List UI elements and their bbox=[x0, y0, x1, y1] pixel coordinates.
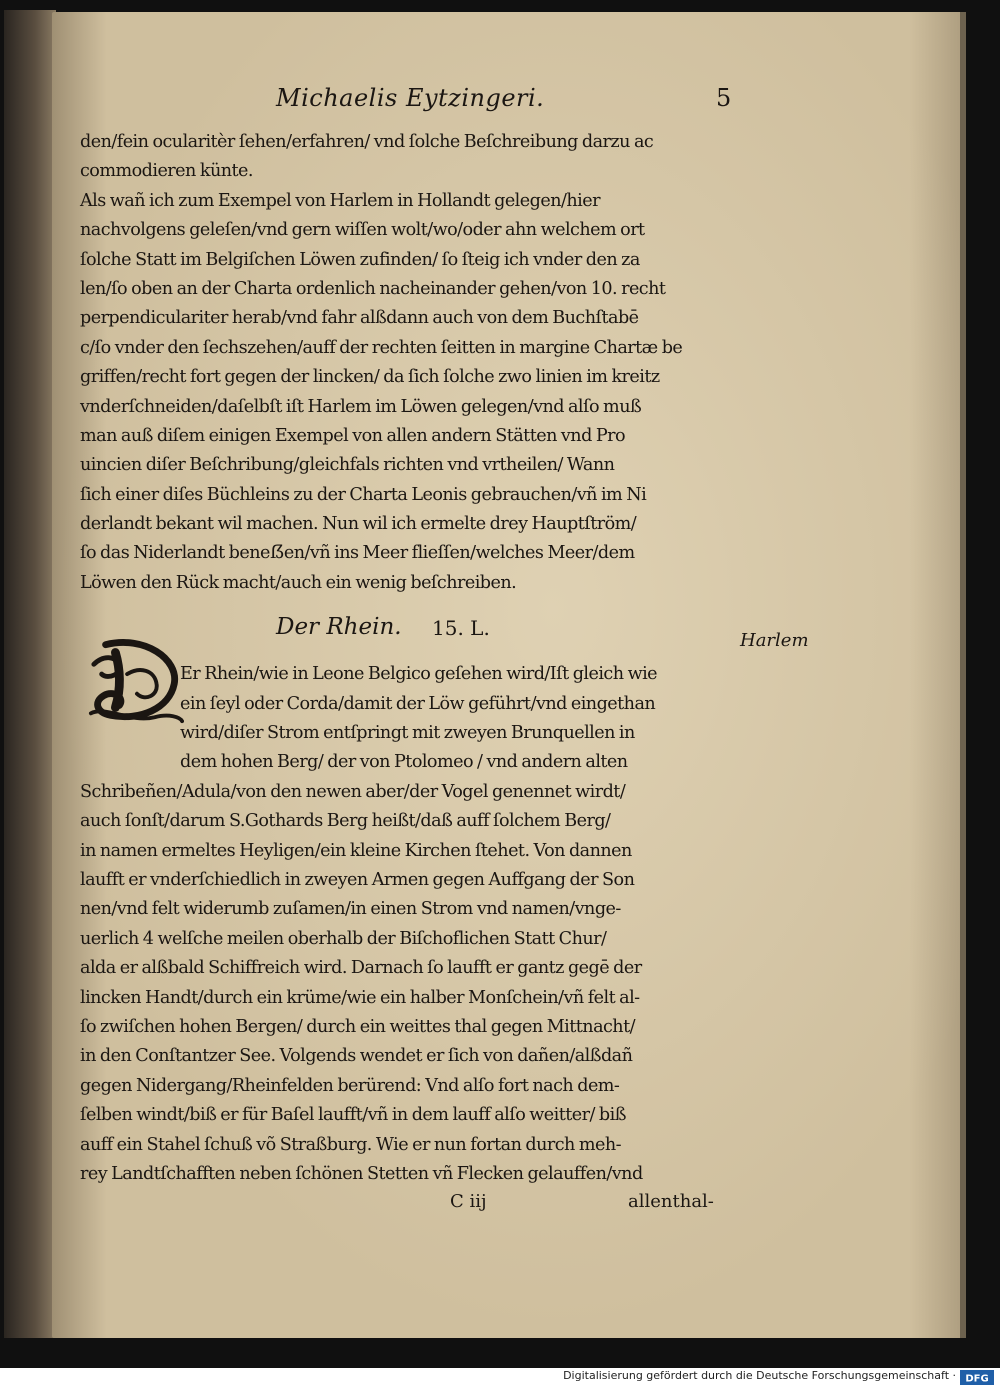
decorated-initial-d-icon bbox=[86, 634, 184, 724]
text-line: gegen Nidergang/Rheinfelden berürend: Vnd alſo fort nach dem- bbox=[80, 1075, 620, 1096]
text-line: ſo zwiſchen hohen Bergen/ durch ein weittes thal gegen Mittnacht/ bbox=[80, 1016, 635, 1037]
text-line: ſelben windt/biß er für Baſel laufft/vñ in dem lauff alſo weitter/ biß bbox=[80, 1105, 626, 1126]
text-line: nen/vnd felt widerumb zuſamen/in einen Strom vnd namen/vnge- bbox=[80, 899, 621, 920]
page-gutter-shadow bbox=[4, 10, 56, 1338]
text-line: vnderſchneiden/daſelbſt iſt Harlem im Löwen gelegen/vnd alſo muß bbox=[80, 396, 642, 417]
text-line: ein ſeyl oder Corda/damit der Löw geführt/vnd eingethan bbox=[180, 693, 656, 714]
text-line: in den Conſtantzer See. Volgends wendet er ſich von dañen/alßdañ bbox=[80, 1046, 633, 1067]
text-line: uincien diſer Beſchribung/gleichfals richten vnd vrtheilen/ Wann bbox=[80, 455, 615, 476]
text-line: den/fein ocularitèr ſehen/erfahren/ vnd ſolche Beſchreibung darzu ac bbox=[80, 132, 654, 152]
text-line: griffen/recht fort gegen der lincken/ da ſich ſolche zwo linien im kreitz bbox=[80, 367, 660, 388]
marginal-note: Harlem bbox=[740, 630, 809, 651]
text-line: Er Rhein/wie in Leone Belgico geſehen wird/Iſt gleich wie bbox=[180, 664, 658, 685]
signature-mark: C iij bbox=[450, 1191, 487, 1213]
page-number: 5 bbox=[716, 84, 732, 112]
digitization-credit: Digitalisierung gefördert durch die Deutsche Forschungsgemeinschaft · bbox=[563, 1369, 956, 1382]
text-line: Löwen den Rück macht/auch ein wenig beſchreiben. bbox=[80, 572, 517, 593]
text-line: dem hohen Berg/ der von Ptolomeo / vnd andern alten bbox=[180, 752, 628, 773]
text-line: Als wañ ich zum Exempel von Harlem in Hollandt gelegen/hier bbox=[80, 190, 600, 211]
running-title: Michaelis Eytzingeri. bbox=[276, 84, 545, 112]
text-line: auch ſonſt/darum S.Gothards Berg heißt/daß auff ſolchem Berg/ bbox=[80, 811, 611, 832]
text-line: Schribeñen/Adula/von den newen aber/der Vogel genennet wirdt/ bbox=[80, 781, 626, 802]
text-line: nachvolgens geleſen/vnd gern wiſſen wolt/wo/oder ahn welchem ort bbox=[80, 220, 645, 241]
text-line: ſo das Niderlandt beneẞen/vñ ins Meer flieſſen/welches Meer/dem bbox=[80, 543, 635, 564]
text-line: man auß diſem einigen Exempel von allen andern Stätten vnd Pro bbox=[80, 425, 626, 446]
running-head bbox=[80, 84, 740, 128]
text-line: laufft er vnderſchiedlich in zweyen Armen gegen Auffgang der Son bbox=[80, 869, 635, 890]
text-line: wird/diſer Strom entſpringt mit zweyen Brunquellen in bbox=[180, 723, 635, 744]
page-edge bbox=[960, 12, 966, 1338]
text-line: c/ſo vnder den ſechszehen/auff der rechten ſeitten in margine Chartæ be bbox=[80, 337, 683, 358]
text-line: perpendiculariter herab/vnd fahr alßdann auch von dem Buchſtabē bbox=[80, 308, 639, 329]
text-line: ſolche Statt im Belgiſchen Löwen zufinden/ ſo ſteig ich vnder den za bbox=[80, 249, 640, 270]
section-title: Der Rhein. bbox=[276, 614, 402, 641]
text-line: commodieren künte. bbox=[80, 161, 253, 182]
text-line: rey Landtſchafften neben ſchönen Stetten vñ Flecken gelauffen/vnd bbox=[80, 1163, 643, 1184]
text-line: lincken Handt/durch ein krüme/wie ein halber Monſchein/vñ felt al- bbox=[80, 987, 640, 1008]
text-line: derlandt bekant wil machen. Nun wil ich ermelte drey Hauptſtröm/ bbox=[80, 514, 637, 535]
text-line: ſich einer diſes Büchleins zu der Charta Leonis gebrauchen/vñ im Ni bbox=[80, 484, 647, 505]
dfg-logo-text: DFG bbox=[965, 1373, 989, 1385]
text-line: uerlich 4 welſche meilen oberhalb der Biſchoflichen Statt Chur/ bbox=[80, 928, 607, 949]
paragraph-rhine bbox=[80, 660, 740, 1189]
text-line: alda er alßbald Schiffreich wird. Darnach ſo laufft er gantz gegē der bbox=[80, 958, 642, 979]
catchword: allenthal- bbox=[628, 1191, 714, 1213]
text-line: in namen ermeltes Heyligen/ein kleine Kirchen ſtehet. Von dannen bbox=[80, 840, 632, 861]
paragraph-intro bbox=[80, 128, 740, 598]
dfg-logo-icon bbox=[960, 1370, 994, 1385]
signature-line bbox=[80, 1189, 740, 1219]
section-mark: 15. L. bbox=[432, 616, 490, 641]
text-line: len/ſo oben an der Charta ordenlich nacheinander gehen/von 10. recht bbox=[80, 278, 666, 299]
text-line: auff ein Stahel ſchuß võ Straßburg. Wie er nun fortan durch meh- bbox=[80, 1134, 622, 1155]
